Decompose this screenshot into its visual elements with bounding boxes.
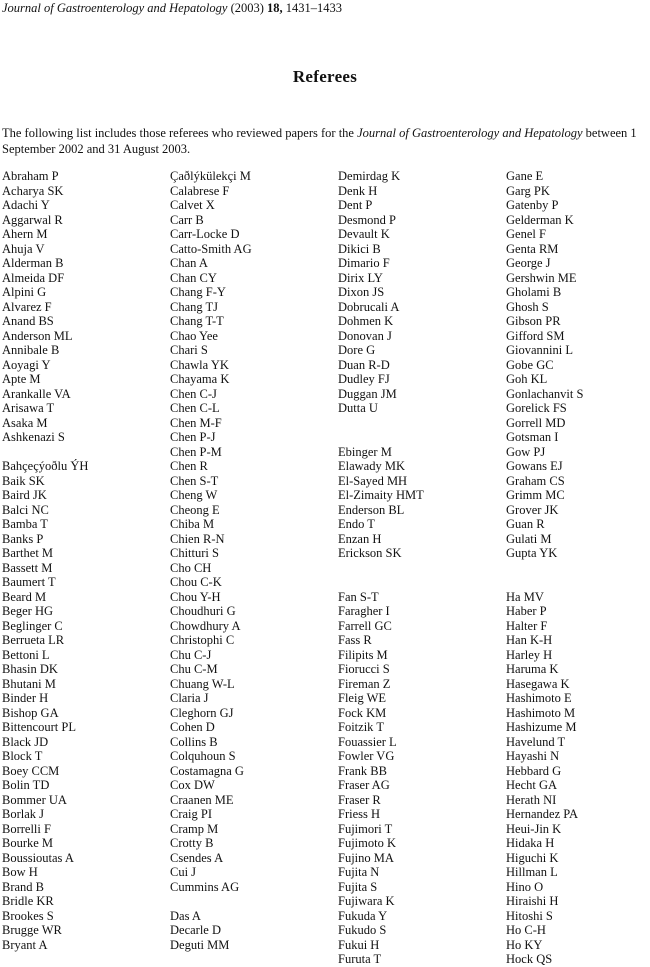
referee-name: Endo T: [338, 517, 375, 531]
referee-name: Halter F: [506, 618, 548, 633]
referee-name: Haruma K: [506, 662, 559, 676]
referee-name: Baik SK: [2, 473, 45, 488]
referee-name: Hasegawa K: [506, 676, 570, 691]
referee-name: Bolin TD: [2, 778, 50, 792]
referee-name: Graham CS: [506, 473, 565, 488]
referee-name: Fleig WE: [338, 691, 387, 705]
journal-year: (2003): [230, 1, 264, 15]
referee-name: Hecht GA: [506, 778, 558, 792]
referee-name: Fukuda Y: [338, 908, 388, 923]
referee-name: Hiraishi H: [506, 894, 559, 908]
referee-name: Craanen ME: [170, 792, 234, 807]
referee-name: Anderson ML: [2, 328, 73, 343]
referee-name: Havelund T: [506, 734, 566, 749]
referee-name: Dikici B: [338, 241, 381, 256]
referee-name: El-Sayed MH: [338, 473, 408, 488]
referee-column-1: [2, 169, 88, 952]
referee-name: Chang T-T: [170, 314, 224, 328]
referee-name: Gow PJ: [506, 444, 546, 459]
referee-name: Craig PI: [170, 807, 213, 821]
referee-name: Cramp M: [170, 821, 219, 836]
referee-name: Das A: [170, 908, 201, 923]
referee-name: Chou C-K: [170, 575, 222, 589]
referee-name: Dirix LY: [338, 270, 383, 285]
running-head: [2, 1, 342, 15]
referee-name: Dutta U: [338, 401, 378, 415]
list-spacer: [338, 430, 424, 445]
referee-name: Chayama K: [170, 372, 230, 386]
referee-name: Baird JK: [2, 488, 47, 502]
referee-name: Christophi C: [170, 633, 235, 647]
referee-name: Ahuja V: [2, 241, 45, 256]
referee-name: Gifford SM: [506, 328, 565, 343]
referee-name: Garg PK: [506, 183, 550, 198]
referee-name: Adachi Y: [2, 198, 50, 212]
referee-name: Chawla YK: [170, 357, 229, 372]
journal-volume: 18,: [267, 1, 283, 15]
referee-name: Bassett M: [2, 560, 53, 575]
referee-name: Decarle D: [170, 923, 222, 937]
referee-name: Chao Yee: [170, 328, 218, 343]
referee-name: Berrueta LR: [2, 633, 65, 647]
referee-name: Hock QS: [506, 952, 553, 966]
referee-name: Chu C-M: [170, 662, 218, 676]
referee-name: Gane E: [506, 169, 544, 183]
referee-name: Chen R: [170, 459, 208, 473]
referee-name: Cummins AG: [170, 879, 240, 894]
referee-name: Gupta YK: [506, 546, 558, 560]
intro-text-before: The following list includes those referees who reviewed papers for the: [2, 126, 358, 140]
referee-name: Dixon JS: [338, 285, 385, 299]
referee-name: Alpini G: [2, 285, 47, 299]
referee-name: Chang F-Y: [170, 285, 226, 299]
referee-name: Gibson PR: [506, 314, 561, 328]
intro-paragraph: [2, 125, 650, 157]
referee-name: Ghosh S: [506, 299, 549, 314]
referee-name: Ho KY: [506, 937, 543, 952]
referee-name: Gershwin ME: [506, 270, 577, 285]
referee-name: Binder H: [2, 691, 49, 705]
referee-name: Fujita S: [338, 879, 378, 894]
referee-name: Deguti MM: [170, 937, 230, 952]
referee-name: Banks P: [2, 531, 44, 546]
list-spacer: [338, 561, 424, 576]
referee-name: Acharya SK: [2, 183, 64, 198]
referee-name: Bahçeçýoðlu ÝH: [2, 459, 89, 473]
referee-name: Fouassier L: [338, 734, 397, 749]
referee-name: Chan A: [170, 256, 208, 270]
referee-name: Gotsman I: [506, 430, 559, 444]
referee-name: Fukui H: [338, 937, 380, 952]
referee-name: Almeida DF: [2, 270, 65, 285]
referee-name: Ashkenazi S: [2, 430, 65, 444]
referee-name: Fujita N: [338, 865, 380, 879]
referee-name: Annibale B: [2, 343, 60, 357]
referee-name: Bourke M: [2, 836, 54, 850]
referee-name: Chiba M: [170, 517, 215, 531]
referee-name: Foitzik T: [338, 720, 384, 734]
referee-name: Giovannini L: [506, 343, 574, 357]
referee-name: Boey CCM: [2, 763, 60, 778]
referee-name: Cox DW: [170, 778, 215, 792]
referee-name: Aoyagi Y: [2, 357, 51, 372]
referee-name: Cleghorn GJ: [170, 705, 234, 720]
referee-name: Chen P-M: [170, 444, 222, 459]
referee-name: Fujiwara K: [338, 894, 395, 908]
referee-name: Hernandez PA: [506, 807, 579, 821]
referee-name: Gatenby P: [506, 198, 559, 212]
referee-name: Choudhuri G: [170, 604, 236, 618]
referee-name: Asaka M: [2, 415, 48, 430]
referee-name: Ha MV: [506, 589, 544, 604]
referee-name: Black JD: [2, 734, 49, 749]
referee-name: Csendes A: [170, 850, 224, 865]
referee-name: Frank BB: [338, 763, 387, 778]
referee-name: George J: [506, 256, 551, 270]
referee-name: Filipits M: [338, 647, 388, 662]
referee-name: Ho C-H: [506, 923, 546, 937]
referee-name: Cho CH: [170, 560, 212, 575]
referee-name: Grimm MC: [506, 488, 565, 502]
referee-name: Bittencourt PL: [2, 720, 76, 734]
referee-name: Alvarez F: [2, 299, 52, 314]
journal-name: Journal of Gastroenterology and Hepatology: [2, 1, 228, 15]
referee-name: Calvet X: [170, 198, 215, 212]
referee-column-3: [338, 169, 424, 967]
list-spacer: [506, 561, 583, 576]
referee-name: Dore G: [338, 343, 376, 357]
referee-name: Goh KL: [506, 372, 548, 386]
referee-name: Gulati M: [506, 531, 552, 546]
referee-name: Dent P: [338, 198, 373, 212]
referee-name: Cui J: [170, 865, 197, 879]
referee-name: Alderman B: [2, 256, 64, 270]
referee-name: Donovan J: [338, 328, 392, 343]
referee-name: Duan R-D: [338, 357, 390, 372]
referee-name: Heui-Jin K: [506, 821, 562, 836]
referee-name: Fujimoto K: [338, 836, 396, 850]
list-spacer: [506, 575, 583, 590]
journal-pages: 1431–1433: [285, 1, 343, 15]
referee-name: Cheng W: [170, 488, 218, 502]
referee-name: Bommer UA: [2, 792, 67, 807]
referee-name: Fujino MA: [338, 850, 394, 865]
list-spacer: [338, 575, 424, 590]
referee-name: Demirdag K: [338, 169, 401, 183]
referee-name: Harley H: [506, 647, 553, 662]
referee-name: Balci NC: [2, 502, 49, 517]
referee-name: Beard M: [2, 589, 47, 604]
referee-name: Dimario F: [338, 256, 390, 270]
list-spacer: [170, 894, 252, 909]
referee-name: Enderson BL: [338, 502, 405, 517]
referee-name: Bhasin DK: [2, 662, 58, 676]
list-spacer: [2, 445, 88, 460]
referee-name: Fraser R: [338, 792, 381, 807]
referee-name: Ebinger M: [338, 444, 392, 459]
referee-name: Chang TJ: [170, 299, 219, 314]
referee-name: Gorrell MD: [506, 415, 566, 430]
referee-name: Bow H: [2, 865, 38, 879]
referee-name: Hillman L: [506, 865, 558, 879]
referee-name: Hebbard G: [506, 763, 562, 778]
referee-name: Fiorucci S: [338, 662, 390, 676]
referee-name: Çaðlýkülekçi M: [170, 169, 251, 183]
referee-name: Fujimori T: [338, 821, 393, 836]
referee-column-4: [506, 169, 583, 967]
referee-name: Dudley FJ: [338, 372, 390, 386]
referee-name: Gobe GC: [506, 357, 554, 372]
referee-name: Fowler VG: [338, 749, 395, 763]
referee-name: Bamba T: [2, 517, 48, 531]
referee-name: Fan S-T: [338, 589, 379, 604]
referee-name: Hashizume M: [506, 720, 577, 734]
referee-name: Han K-H: [506, 633, 553, 647]
referee-name: Farrell GC: [338, 618, 392, 633]
referee-name: Bryant A: [2, 937, 48, 952]
referee-name: Baumert T: [2, 575, 56, 589]
referee-name: Chen S-T: [170, 473, 219, 488]
referee-name: Genta RM: [506, 241, 559, 256]
referee-name: Chitturi S: [170, 546, 219, 560]
referee-name: Gholami B: [506, 285, 562, 299]
referee-name: Apte M: [2, 372, 41, 386]
referee-name: Gonlachanvit S: [506, 386, 584, 401]
referee-name: Abraham P: [2, 169, 59, 183]
referee-name: Fukudo S: [338, 923, 387, 937]
referee-name: El-Zimaity HMT: [338, 488, 424, 502]
referee-name: Dohmen K: [338, 314, 394, 328]
referee-name: Brand B: [2, 879, 45, 894]
referee-name: Hitoshi S: [506, 908, 553, 923]
referee-name: Chari S: [170, 343, 208, 357]
referee-name: Chou Y-H: [170, 589, 221, 604]
referee-name: Fraser AG: [338, 778, 390, 792]
referee-name: Borlak J: [2, 807, 45, 821]
referee-name: Genel F: [506, 227, 546, 241]
referee-name: Gelderman K: [506, 212, 574, 227]
referee-name: Erickson SK: [338, 546, 402, 560]
referee-name: Chen M-F: [170, 415, 222, 430]
referee-name: Chen C-L: [170, 401, 220, 415]
referee-name: Chien R-N: [170, 531, 225, 546]
referee-name: Enzan H: [338, 531, 382, 546]
referee-name: Higuchi K: [506, 850, 559, 865]
referee-name: Gorelick FS: [506, 401, 567, 415]
referee-name: Boussioutas A: [2, 850, 74, 865]
referee-name: Bettoni L: [2, 647, 50, 662]
page-title: Referees: [292, 67, 358, 86]
referee-name: Dobrucali A: [338, 299, 400, 314]
referee-name: Crotty B: [170, 836, 214, 850]
referee-name: Cheong E: [170, 502, 220, 517]
referee-name: Brugge WR: [2, 923, 62, 937]
referee-name: Faragher I: [338, 604, 390, 618]
referee-name: Beglinger C: [2, 618, 63, 633]
referee-name: Bishop GA: [2, 705, 59, 720]
referee-name: Chen C-J: [170, 386, 217, 401]
referee-name: Calabrese F: [170, 183, 230, 198]
referee-name: Devault K: [338, 227, 390, 241]
referee-name: Catto-Smith AG: [170, 241, 252, 256]
referee-name: Cohen D: [170, 720, 215, 734]
referee-name: Desmond P: [338, 212, 396, 227]
referee-name: Barthet M: [2, 546, 54, 560]
referee-name: Hashimoto E: [506, 691, 572, 705]
referee-name: Carr B: [170, 212, 204, 227]
referee-name: Hidaka H: [506, 836, 555, 850]
referee-name: Hashimoto M: [506, 705, 576, 720]
list-spacer: [338, 416, 424, 431]
referee-name: Collins B: [170, 734, 218, 749]
referee-name: Chu C-J: [170, 647, 212, 662]
referee-name: Carr-Locke D: [170, 227, 240, 241]
referee-name: Fock KM: [338, 705, 387, 720]
referee-name: Costamagna G: [170, 763, 244, 778]
referee-name: Anand BS: [2, 314, 54, 328]
referee-name: Guan R: [506, 517, 545, 531]
referee-name: Colquhoun S: [170, 749, 236, 763]
referee-name: Fass R: [338, 633, 372, 647]
referee-name: Beger HG: [2, 604, 54, 618]
referee-name: Fireman Z: [338, 676, 391, 691]
intro-text-after: between 1 September 2002 and 31 August 2003.: [2, 126, 637, 156]
intro-journal-name: Journal of Gastroenterology and Hepatology: [357, 126, 583, 140]
referee-name: Brookes S: [2, 908, 54, 923]
referee-name: Bhutani M: [2, 676, 56, 691]
referee-name: Aggarwal R: [2, 212, 63, 227]
referee-name: Chan CY: [170, 270, 217, 285]
referee-name: Block T: [2, 749, 43, 763]
referee-name: Elawady MK: [338, 459, 405, 473]
referee-name: Arisawa T: [2, 401, 55, 415]
referee-name: Ahern M: [2, 227, 48, 241]
referee-name: Denk H: [338, 183, 378, 198]
referee-column-2: [170, 169, 252, 952]
referee-name: Chen P-J: [170, 430, 216, 444]
referee-name: Bridle KR: [2, 894, 54, 908]
referee-name: Grover JK: [506, 502, 559, 517]
referee-name: Duggan JM: [338, 386, 397, 401]
referee-name: Arankalle VA: [2, 386, 71, 401]
referee-name: Friess H: [338, 807, 381, 821]
referee-name: Claria J: [170, 691, 209, 705]
referee-name: Hino O: [506, 879, 544, 894]
referee-name: Furuta T: [338, 952, 382, 966]
referee-name: Hayashi N: [506, 749, 560, 763]
referee-name: Gowans EJ: [506, 459, 563, 473]
referee-name: Chowdhury A: [170, 618, 241, 633]
referee-name: Herath NI: [506, 792, 557, 807]
referee-name: Haber P: [506, 604, 547, 618]
referee-name: Borrelli F: [2, 821, 51, 836]
referee-name: Chuang W-L: [170, 676, 235, 691]
